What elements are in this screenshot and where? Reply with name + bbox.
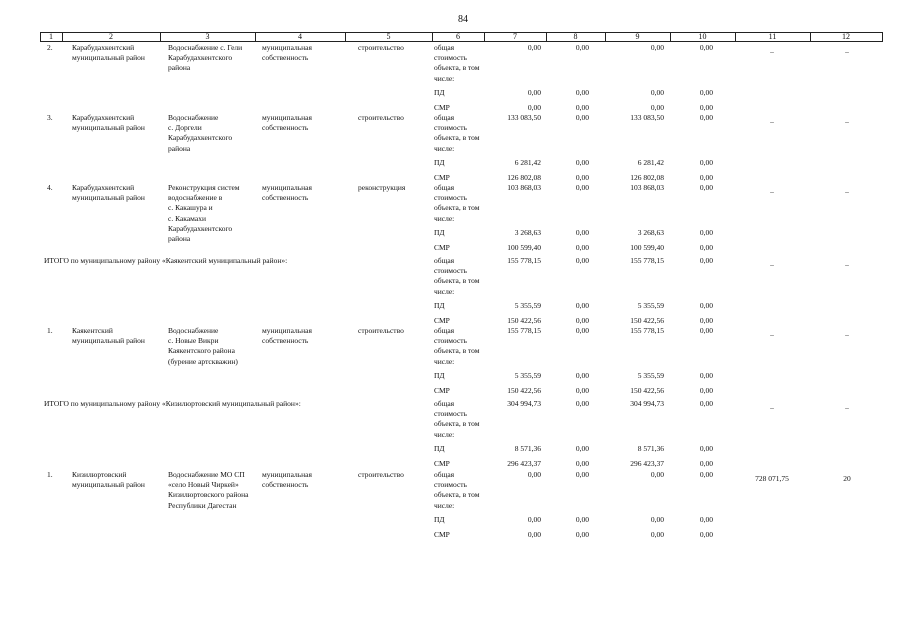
value-col-10: 0,00 (699, 470, 713, 479)
column-divider (882, 32, 883, 42)
smr-label: СМР (434, 103, 450, 112)
row-number: 4. (47, 183, 53, 192)
value-col-8: 0,00 (575, 530, 589, 539)
value-col-9: 0,00 (650, 88, 664, 97)
value-col-11: 728 071,75 (755, 474, 789, 483)
value-col-8: 0,00 (575, 399, 589, 408)
value-col-9: 150 422,56 (630, 316, 664, 325)
value-col-10: 0,00 (699, 386, 713, 395)
object-name: Водоснабжение с. Доргели Карабудахкентского района (168, 113, 233, 153)
value-col-9: 0,00 (650, 103, 664, 112)
value-col-9: 133 083,50 (630, 113, 664, 122)
smr-label: СМР (434, 530, 450, 539)
row-number: 3. (47, 113, 53, 122)
value-col-8: 0,00 (575, 515, 589, 524)
value-col-8: 0,00 (575, 158, 589, 167)
value-col-9: 5 355,59 (637, 301, 664, 310)
smr-label: СМР (434, 243, 450, 252)
header-cell: 9 (635, 32, 640, 41)
value-col-8: 0,00 (575, 386, 589, 395)
value-col-8: 0,00 (575, 459, 589, 468)
value-col-7: 150 422,56 (507, 386, 541, 395)
header-cell: 1 (49, 32, 53, 41)
value-col-9: 304 994,73 (630, 399, 664, 408)
pd-label: ПД (434, 444, 445, 453)
row-number: 1. (47, 326, 53, 335)
value-col-11: – (770, 47, 774, 56)
ownership: муниципальная собственность (262, 113, 312, 133)
value-col-9: 6 281,42 (637, 158, 664, 167)
value-col-12: – (845, 260, 849, 269)
pd-label: ПД (434, 88, 445, 97)
value-col-11: – (770, 403, 774, 412)
value-col-9: 0,00 (650, 530, 664, 539)
value-col-11: – (770, 330, 774, 339)
value-col-12: 20 (843, 474, 851, 483)
smr-label: СМР (434, 459, 450, 468)
construction-type: строительство (358, 470, 404, 479)
value-col-10: 0,00 (699, 113, 713, 122)
value-col-7: 150 422,56 (507, 316, 541, 325)
ownership: муниципальная собственность (262, 470, 312, 490)
value-col-12: – (845, 330, 849, 339)
row-number: 2. (47, 43, 53, 52)
value-col-12: – (845, 47, 849, 56)
pd-label: ПД (434, 158, 445, 167)
pd-label: ПД (434, 301, 445, 310)
cost-label: общая стоимость объекта, в том числе: (434, 470, 480, 510)
district-name: Карабудахкентский муниципальный район (72, 43, 145, 63)
cost-label: общая стоимость объекта, в том числе: (434, 113, 480, 153)
header-cell: 6 (456, 32, 460, 41)
value-col-8: 0,00 (575, 444, 589, 453)
value-col-9: 0,00 (650, 515, 664, 524)
smr-label: СМР (434, 316, 450, 325)
construction-type: реконструкция (358, 183, 406, 192)
value-col-11: – (770, 117, 774, 126)
value-col-10: 0,00 (699, 301, 713, 310)
value-col-8: 0,00 (575, 173, 589, 182)
value-col-7: 6 281,42 (514, 158, 541, 167)
value-col-7: 103 868,03 (507, 183, 541, 192)
value-col-9: 150 422,56 (630, 386, 664, 395)
value-col-7: 0,00 (527, 103, 541, 112)
district-name: Каякентский муниципальный район (72, 326, 145, 346)
value-col-8: 0,00 (575, 371, 589, 380)
construction-type: строительство (358, 326, 404, 335)
value-col-7: 155 778,15 (507, 326, 541, 335)
value-col-9: 8 571,36 (637, 444, 664, 453)
total-row-label: ИТОГО по муниципальному району «Кизилюртовский муниципальный район»: (44, 399, 301, 408)
total-row-label: ИТОГО по муниципальному району «Каякентский муниципальный район»: (44, 256, 288, 265)
value-col-8: 0,00 (575, 326, 589, 335)
district-name: Кизилюртовский муниципальный район (72, 470, 145, 490)
value-col-9: 155 778,15 (630, 256, 664, 265)
value-col-10: 0,00 (699, 444, 713, 453)
value-col-10: 0,00 (699, 530, 713, 539)
value-col-10: 0,00 (699, 399, 713, 408)
value-col-10: 0,00 (699, 158, 713, 167)
value-col-9: 100 599,40 (630, 243, 664, 252)
value-col-8: 0,00 (575, 88, 589, 97)
pd-label: ПД (434, 228, 445, 237)
value-col-8: 0,00 (575, 43, 589, 52)
ownership: муниципальная собственность (262, 43, 312, 63)
value-col-8: 0,00 (575, 243, 589, 252)
value-col-7: 100 599,40 (507, 243, 541, 252)
value-col-8: 0,00 (575, 183, 589, 192)
district-name: Карабудахкентский муниципальный район (72, 113, 145, 133)
value-col-9: 3 268,63 (637, 228, 664, 237)
value-col-12: – (845, 187, 849, 196)
ownership: муниципальная собственность (262, 183, 312, 203)
construction-type: строительство (358, 43, 404, 52)
header-cell: 3 (205, 32, 210, 41)
header-top-rule (40, 32, 882, 33)
value-col-7: 0,00 (527, 515, 541, 524)
value-col-7: 126 802,08 (507, 173, 541, 182)
value-col-8: 0,00 (575, 228, 589, 237)
value-col-9: 126 802,08 (630, 173, 664, 182)
value-col-10: 0,00 (699, 256, 713, 265)
value-col-7: 296 423,37 (507, 459, 541, 468)
value-col-7: 304 994,73 (507, 399, 541, 408)
value-col-10: 0,00 (699, 459, 713, 468)
value-col-8: 0,00 (575, 301, 589, 310)
value-col-10: 0,00 (699, 326, 713, 335)
page-number: 84 (458, 14, 468, 25)
value-col-7: 0,00 (527, 88, 541, 97)
header-cell: 7 (513, 32, 517, 41)
smr-label: СМР (434, 386, 450, 395)
value-col-10: 0,00 (699, 43, 713, 52)
value-col-10: 0,00 (699, 183, 713, 192)
value-col-7: 133 083,50 (507, 113, 541, 122)
value-col-9: 155 778,15 (630, 326, 664, 335)
value-col-8: 0,00 (575, 256, 589, 265)
value-col-10: 0,00 (699, 173, 713, 182)
pd-label: ПД (434, 515, 445, 524)
object-name: Реконструкция систем водоснабжение в с. Какашура и с. Какамахи Карабудахкентского района (168, 183, 240, 244)
cost-label: общая стоимость объекта, в том числе: (434, 399, 480, 439)
value-col-8: 0,00 (575, 316, 589, 325)
header-cell: 5 (386, 32, 391, 41)
value-col-10: 0,00 (699, 316, 713, 325)
value-col-9: 5 355,59 (637, 371, 664, 380)
cost-label: общая стоимость объекта, в том числе: (434, 183, 480, 223)
district-name: Карабудахкентский муниципальный район (72, 183, 145, 203)
value-col-10: 0,00 (699, 103, 713, 112)
header-cell: 8 (573, 32, 578, 41)
value-col-7: 5 355,59 (514, 301, 541, 310)
value-col-10: 0,00 (699, 228, 713, 237)
value-col-9: 0,00 (650, 470, 664, 479)
value-col-7: 3 268,63 (514, 228, 541, 237)
value-col-10: 0,00 (699, 515, 713, 524)
value-col-12: – (845, 117, 849, 126)
value-col-7: 8 571,36 (514, 444, 541, 453)
object-name: Водоснабжение с. Новые Викри Каякентского района (бурение артскважин) (168, 326, 238, 366)
construction-type: строительство (358, 113, 404, 122)
row-number: 1. (47, 470, 53, 479)
cost-label: общая стоимость объекта, в том числе: (434, 256, 480, 296)
value-col-7: 0,00 (527, 470, 541, 479)
value-col-11: – (770, 187, 774, 196)
value-col-11: – (770, 260, 774, 269)
value-col-7: 155 778,15 (507, 256, 541, 265)
cost-label: общая стоимость объекта, в том числе: (434, 326, 480, 366)
header-cell: 2 (109, 32, 113, 41)
value-col-8: 0,00 (575, 103, 589, 112)
pd-label: ПД (434, 371, 445, 380)
value-col-10: 0,00 (699, 88, 713, 97)
value-col-7: 0,00 (527, 43, 541, 52)
cost-label: общая стоимость объекта, в том числе: (434, 43, 480, 83)
value-col-7: 0,00 (527, 530, 541, 539)
value-col-9: 0,00 (650, 43, 664, 52)
header-bottom-rule (40, 41, 882, 42)
value-col-8: 0,00 (575, 113, 589, 122)
header-cell: 11 (768, 32, 777, 41)
value-col-10: 0,00 (699, 371, 713, 380)
value-col-10: 0,00 (699, 243, 713, 252)
ownership: муниципальная собственность (262, 326, 312, 346)
value-col-9: 296 423,37 (630, 459, 664, 468)
smr-label: СМР (434, 173, 450, 182)
object-name: Водоснабжение МО СП «село Новый Чиркей» Кизилюртовского района Республики Дагестан (168, 470, 249, 510)
header-cell: 4 (298, 32, 302, 41)
value-col-9: 103 868,03 (630, 183, 664, 192)
value-col-12: – (845, 403, 849, 412)
object-name: Водоснабжение с. Гели Карабудахкентского района (168, 43, 243, 73)
value-col-7: 5 355,59 (514, 371, 541, 380)
header-cell: 12 (842, 32, 850, 41)
value-col-8: 0,00 (575, 470, 589, 479)
header-cell: 10 (698, 32, 707, 41)
